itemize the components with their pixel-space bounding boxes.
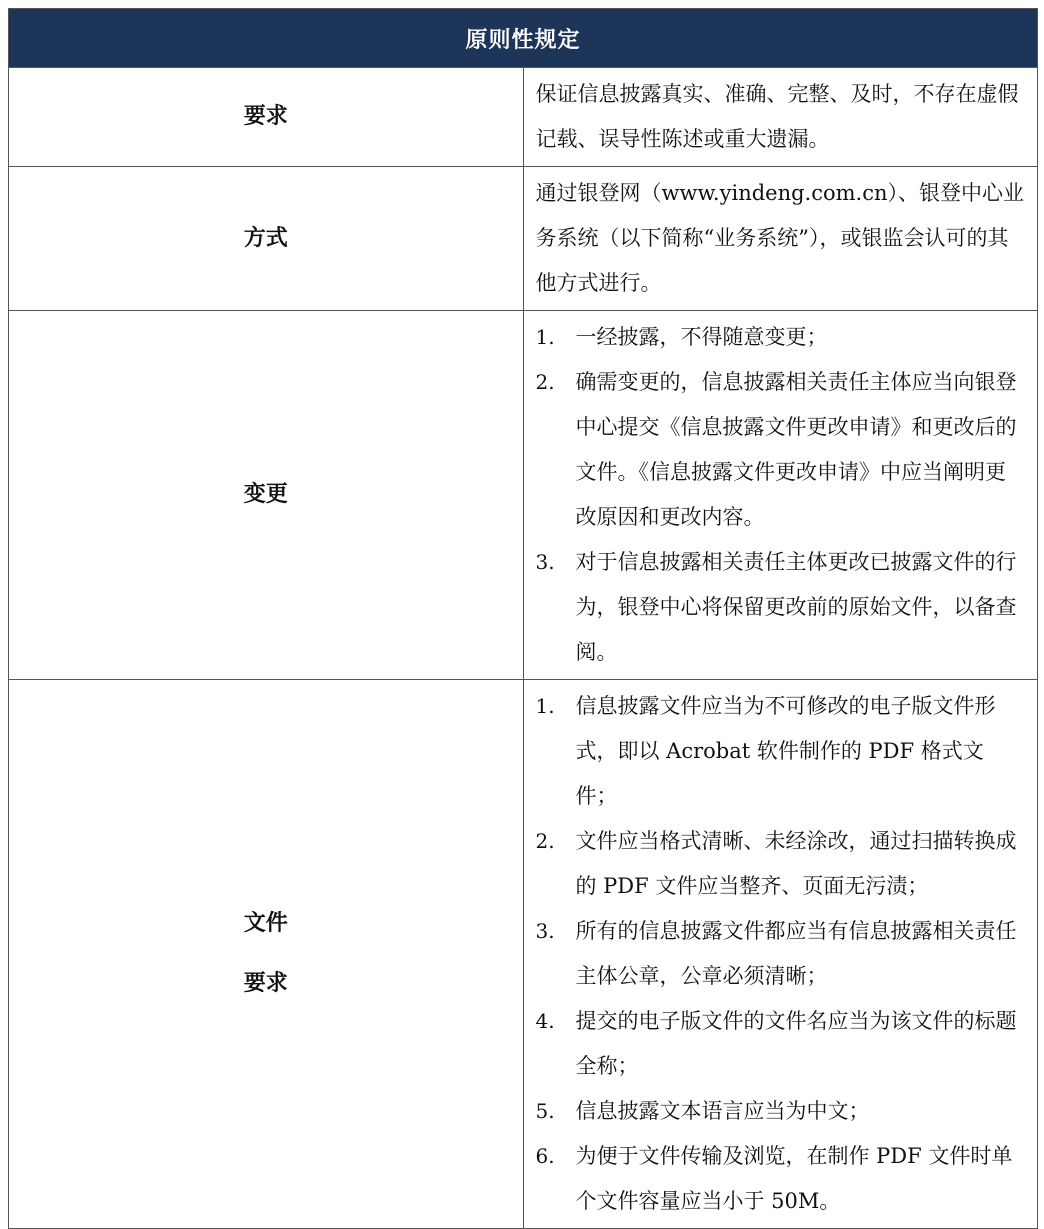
table-title: 原则性规定 — [9, 9, 1038, 68]
list-item — [536, 540, 1026, 675]
item-number: 2. — [535, 829, 555, 853]
row-label — [9, 680, 524, 1229]
row-content — [523, 167, 1038, 311]
list-item — [536, 315, 1026, 360]
item-text: 对于信息披露相关责任主体更改已披露文件的行为，银登中心将保留更改前的原始文件，以备查阅。 — [575, 550, 1017, 664]
row-label — [9, 68, 524, 167]
row-text: 通过银登网（www.yindeng.com.cn）、银登中心业务系统（以下简称“业务系统”），或银监会认可的其他方式进行。 — [535, 181, 1025, 295]
row-label-text: 变更 — [243, 482, 288, 507]
list-item — [536, 360, 1026, 540]
item-text: 提交的电子版文件的文件名应当为该文件的标题全称； — [575, 1009, 1017, 1078]
row-content — [523, 311, 1038, 680]
row-label — [9, 311, 524, 680]
list-item — [536, 819, 1026, 909]
item-text: 所有的信息披露文件都应当有信息披露相关责任主体公章，公章必须清晰； — [575, 919, 1017, 988]
row-label-text: 要求 — [243, 971, 288, 996]
item-number: 2. — [535, 370, 555, 394]
item-number: 4. — [535, 1009, 555, 1033]
item-text: 文件应当格式清晰、未经涂改，通过扫描转换成的 PDF 文件应当整齐、页面无污渍； — [575, 829, 1017, 898]
item-text: 确需变更的，信息披露相关责任主体应当向银登中心提交《信息披露文件更改申请》和更改后的文件。《信息披露文件更改申请》中应当阐明更改原因和更改内容。 — [575, 370, 1017, 529]
row-label-text: 要求 — [243, 104, 288, 129]
row-label-text: 文件 — [243, 911, 288, 936]
table-header-row — [9, 9, 1038, 68]
table-row — [9, 680, 1038, 1229]
item-text: 信息披露文本语言应当为中文； — [575, 1099, 870, 1123]
item-text: 一经披露，不得随意变更； — [575, 325, 828, 349]
table-row — [9, 167, 1038, 311]
row-text: 保证信息披露真实、准确、完整、及时，不存在虚假记载、误导性陈述或重大遗漏。 — [535, 82, 1019, 151]
item-text: 为便于文件传输及浏览，在制作 PDF 文件时单个文件容量应当小于 50M。 — [575, 1144, 1013, 1213]
table-row — [9, 68, 1038, 167]
row-content — [523, 68, 1038, 167]
item-number: 1. — [535, 694, 555, 718]
list-item — [536, 684, 1026, 819]
item-number: 5. — [535, 1099, 555, 1123]
item-number: 3. — [535, 550, 555, 574]
item-number: 1. — [535, 325, 555, 349]
row-label — [9, 167, 524, 311]
item-text: 信息披露文件应当为不可修改的电子版文件形式，即以 Acrobat 软件制作的 PDF 格式文件； — [575, 694, 996, 808]
item-number: 3. — [535, 919, 555, 943]
list-item — [536, 909, 1026, 999]
list-item — [536, 999, 1026, 1089]
row-content — [523, 680, 1038, 1229]
principles-table — [8, 8, 1038, 1229]
list-item — [536, 1134, 1026, 1224]
row-label-text: 方式 — [243, 225, 288, 251]
item-number: 6. — [535, 1144, 555, 1168]
table-row — [9, 311, 1038, 680]
list-item — [536, 1089, 1026, 1134]
